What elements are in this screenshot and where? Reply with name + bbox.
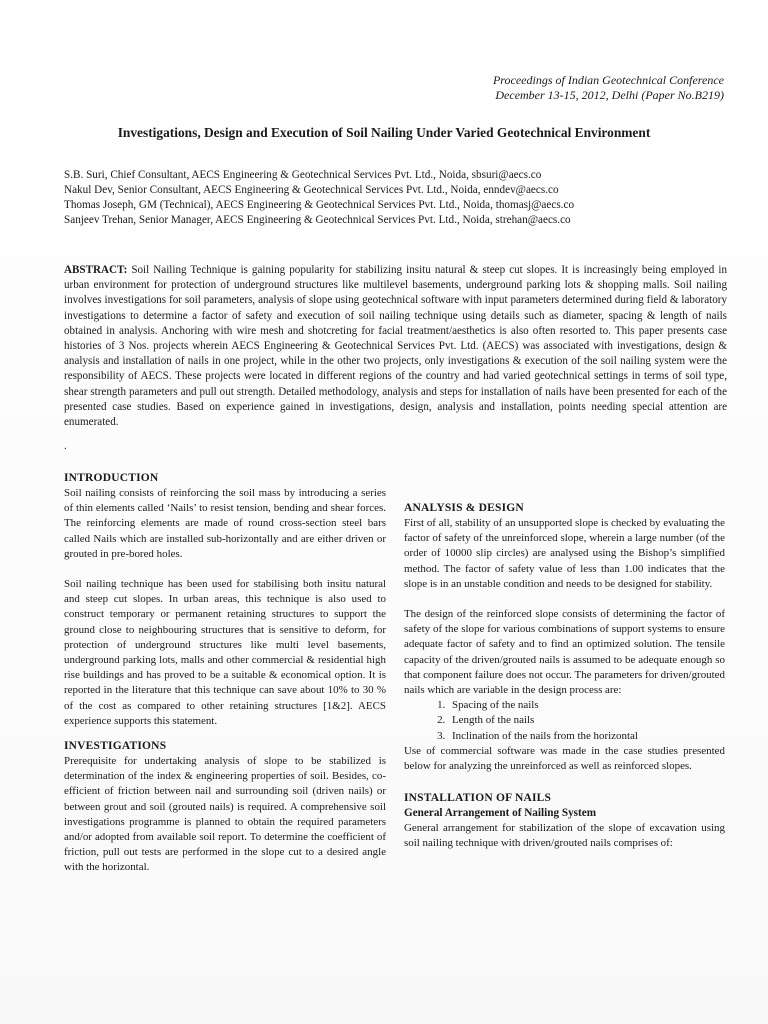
list-item: 1. Spacing of the nails [448, 698, 725, 713]
installation-paragraph: General arrangement for stabilization of the slope of excavation using soil nailing technique with driven/grouted nails comprises of: [404, 822, 725, 850]
investigations-paragraph: Prerequisite for undertaking analysis of slope to be stabilized is determination of the index & engineering properties of soil. Besides, co-efficient of friction between nail and surrounding soil (driven nails) or between grout and soil (grouted nails) is required. A comprehensive soil investigations programme is planned to obtain the required parameters and/or adopted from available soil report. To determine the coefficient of friction, pull out tests are performed in the slope cut to a desired angle with the horizontal. [64, 755, 386, 874]
right-column [404, 500, 725, 852]
section-heading-investigations: INVESTIGATIONS [64, 740, 167, 753]
author-line: Sanjeev Trehan, Senior Manager, AECS Engineering & Geotechnical Services Pvt. Ltd., Noida, strehan@aecs.co [64, 214, 571, 226]
conference-header [493, 73, 724, 103]
design-parameter-list [404, 698, 725, 744]
subsection-heading-arrangement: General Arrangement of Nailing System [404, 807, 597, 820]
analysis-paragraph-2: The design of the reinforced slope consists of determining the factor of safety of the slope for various combinations of support systems to ensure adequate factor of safety and to find an optimized solution. The tensile capacity of the driven/grouted nails is assumed to be adequate enough so that component failure does not occur. The parameters for driven/grouted nails which are variable in the design process are: [404, 608, 725, 697]
list-item: 2. Length of the nails [448, 713, 725, 728]
conference-date: December 13-15, 2012, Delhi (Paper No.B219) [495, 88, 724, 102]
author-line: S.B. Suri, Chief Consultant, AECS Engineering & Geotechnical Services Pvt. Ltd., Noida, sbsuri@aecs.co [64, 169, 542, 181]
author-list [64, 168, 728, 228]
intro-paragraph-2: Soil nailing technique has been used for stabilising both insitu natural and steep cut slopes. In urban areas, this technique is also used to construct temporary or permanent retaining structures to support the ground close to neighbouring structures that is sensitive to deform, for protection of underground structures like multi level basements, underground parking lots, malls and other commercial & residential high rise buildings and has proved to be a suitable & economical option. It is reported in the literature that this technique can save about 10% to 30 % of the cost as compared to other retaining structures [1&2]. AECS experience supports this statement. [64, 578, 386, 727]
intro-paragraph-1: Soil nailing consists of reinforcing the soil mass by introducing a series of thin elements called ‘Nails’ to resist tension, bending and shear forces. The reinforcing elements are made of round cross-section steel bars called Nails which are installed sub-horizontally and are either driven or grouted in pre-bored holes. [64, 487, 386, 560]
section-heading-installation: INSTALLATION OF NAILS [404, 792, 552, 805]
analysis-paragraph-1: First of all, stability of an unsupported slope is checked by evaluating the factor of safety of the unreinforced slope, wherein a large number (of the order of 10000 slip circles) are analysed using the Bishop’s simplified method. The factor of safety value of less than 1.00 indicates that the slope is in an unstable condition and needs to be designed for stability. [404, 517, 725, 590]
section-heading-introduction: INTRODUCTION [64, 472, 159, 484]
abstract-trailing-dot: . [64, 440, 67, 452]
abstract-label: ABSTRACT: [64, 264, 128, 276]
list-item: 3. Inclination of the nails from the horizontal [448, 729, 725, 744]
author-line: Thomas Joseph, GM (Technical), AECS Engineering & Geotechnical Services Pvt. Ltd., Noida, thomasj@aecs.co [64, 199, 575, 211]
section-heading-analysis: ANALYSIS & DESIGN [404, 502, 524, 514]
abstract [64, 263, 727, 430]
paper-title: Investigations, Design and Execution of Soil Nailing Under Varied Geotechnical Environment [117, 125, 651, 140]
abstract-text: Soil Nailing Technique is gaining popularity for stabilizing insitu natural & steep cut slopes. It is increasingly being employed in urban environment for protection of underground structures like multilevel basements, underground parking lots & shopping malls. Soil nailing involves investigations for soil parameters, analysis of slope using geotechnical software with input parameters determined during field & laboratory investigations to determine a factor of safety and execution of soil nailing technique using details such as diameter, spacing & length of nails obtained in analysis. Anchoring with wire mesh and shotcreting for facial treatment/aesthetics is also often resorted to. This paper presents case histories of 3 Nos. projects wherein AECS Engineering & Geotechnical Services Pvt. Ltd. (AECS) was associated with investigations, design & analysis and installation of nails in one project, while in the other two projects, only investigations & execution of the soil nailing system were the responsibility of AECS. These projects were located in different regions of the country and had varied geotechnical settings in terms of soil type, shear strength parameters and pull out strength. Detailed methodology, analysis and steps for installation of nails have been presented for each of the presented case studies. Based on experience gained in investigations, design, analysis and installation, points needing special attention are enumerated. [64, 264, 727, 429]
analysis-paragraph-3: Use of commercial software was made in the case studies presented below for analyzing the unreinforced as well as reinforced slopes. [404, 744, 725, 773]
author-line: Nakul Dev, Senior Consultant, AECS Engineering & Geotechnical Services Pvt. Ltd., Noida, enndev@aecs.co [64, 184, 559, 196]
left-column [64, 470, 386, 876]
conference-name: Proceedings of Indian Geotechnical Conference [492, 73, 724, 87]
